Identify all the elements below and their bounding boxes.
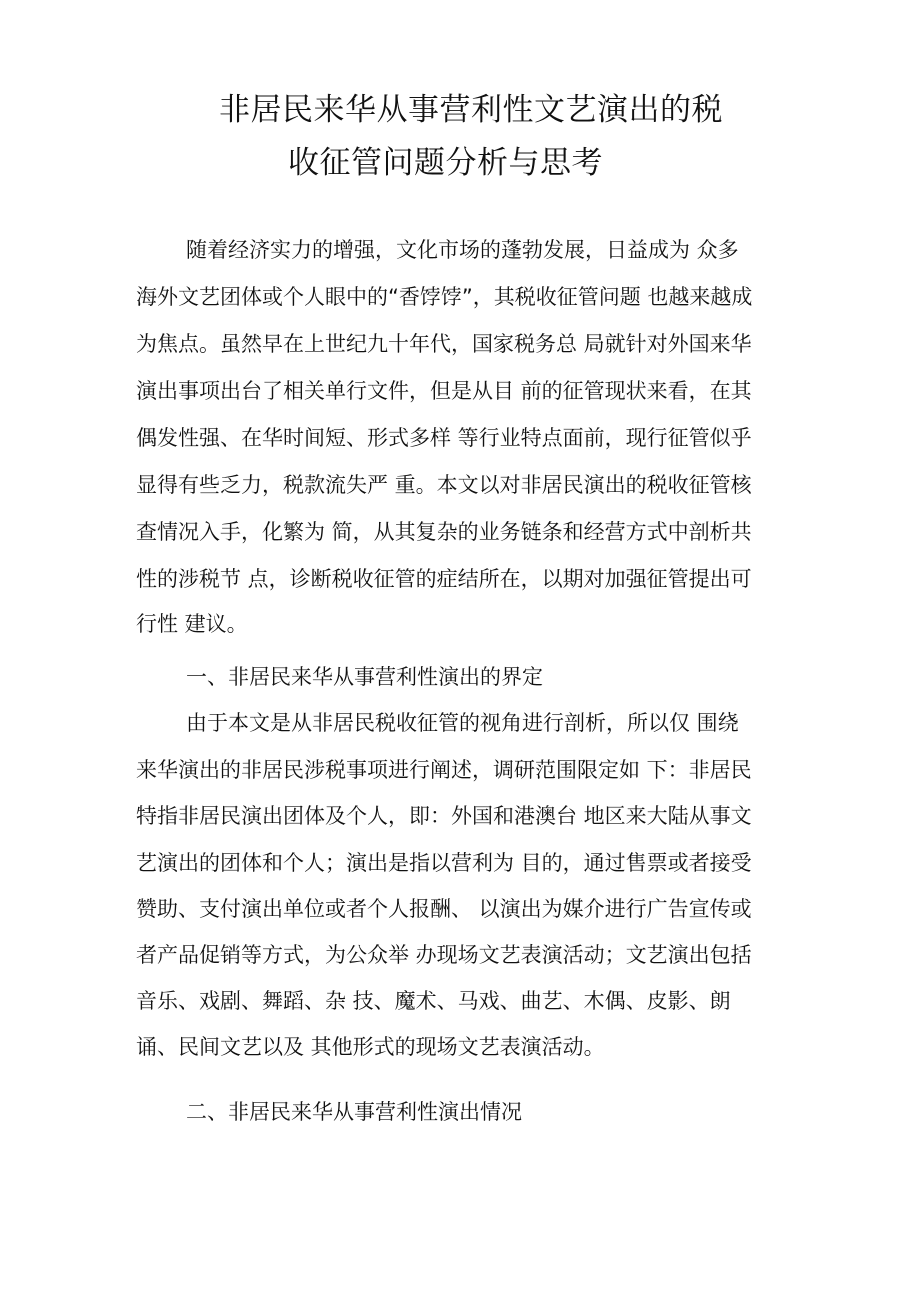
document-title-line-2: 收征管问题分析与思考 — [288, 145, 603, 181]
paragraph-2-line: 艺演出的团体和个人；演出是指以营利为 目的，通过售票或者接受 — [136, 851, 752, 875]
paragraph-1-line: 行性 建议。 — [136, 612, 248, 636]
paragraph-2-line: 由于本文是从非居民税收征管的视角进行剖析，所以仅 围绕 — [186, 711, 739, 735]
paragraph-1-line: 显得有些乏力，税款流失严 重。本文以对非居民演出的税收征管核 — [136, 473, 752, 497]
section-2-heading: 二、非居民来华从事营利性演出情况 — [186, 1100, 522, 1124]
paragraph-2-line: 诵、民间文艺以及 其他形式的现场文艺表演活动。 — [136, 1035, 605, 1059]
section-1-heading: 一、非居民来华从事营利性演出的界定 — [186, 665, 543, 689]
document-title-line-1: 非居民来华从事营利性文艺演出的税 — [219, 92, 723, 128]
paragraph-2-line: 特指非居民演出团体及个人，即：外国和港澳台 地区来大陆从事文 — [136, 804, 752, 828]
paragraph-1-line: 海外文艺团体或个人眼中的“香饽饽”，其税收征管问题 也越来越成 — [136, 285, 753, 309]
paragraph-1-line: 偶发性强、在华时间短、形式多样 等行业特点面前，现行征管似乎 — [136, 426, 752, 450]
paragraph-1-line: 性的涉税节 点，诊断税收征管的症结所在，以期对加强征管提出可 — [136, 567, 752, 591]
paragraph-2-line: 来华演出的非居民涉税事项进行阐述，调研范围限定如 下：非居民 — [136, 758, 752, 782]
paragraph-1-line: 查情况入手，化繁为 简，从其复杂的业务链条和经营方式中剖析共 — [136, 520, 752, 544]
paragraph-2-line: 赞助、支付演出单位或者个人报酬、 以演出为媒介进行广告宣传或 — [136, 897, 752, 921]
paragraph-2-line: 者产品促销等方式，为公众举 办现场文艺表演活动；文艺演出包括 — [136, 943, 752, 967]
paragraph-1-line: 演出事项出台了相关单行文件，但是从目 前的征管现状来看，在其 — [136, 379, 752, 403]
paragraph-1-line: 随着经济实力的增强，文化市场的蓬勃发展，日益成为 众多 — [186, 238, 739, 262]
paragraph-2-line: 音乐、戏剧、舞蹈、杂 技、魔术、马戏、曲艺、木偶、皮影、朗 — [136, 989, 731, 1013]
paragraph-1-line: 为焦点。虽然早在上世纪九十年代，国家税务总 局就针对外国来华 — [136, 332, 752, 356]
